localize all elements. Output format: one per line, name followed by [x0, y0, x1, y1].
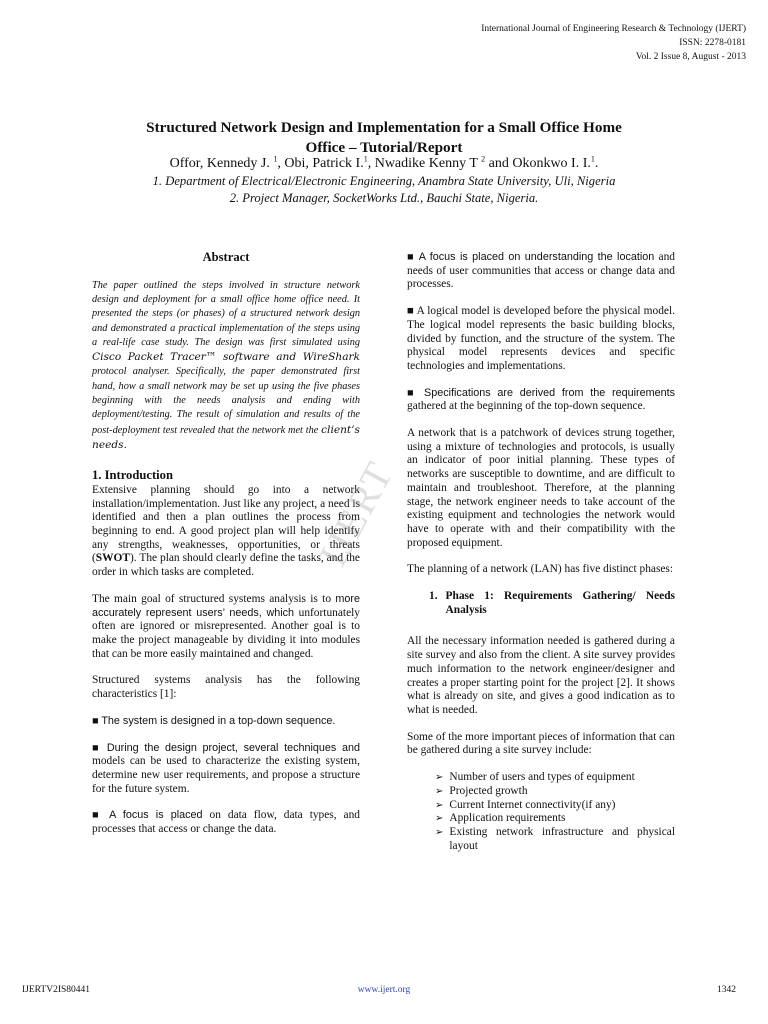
abstract-software-names: Cisco Packet Tracer™ software and WireShark	[92, 351, 360, 364]
phase-1-number: 1.	[429, 590, 438, 603]
characteristic-6-lead: ■ Specifications are derived from the requirements	[407, 386, 675, 399]
list-item: ➢ Projected growth	[435, 784, 528, 797]
journal-name: International Journal of Engineering Research & Technology (IJERT)	[481, 24, 746, 34]
phase-1-heading	[407, 590, 675, 617]
characteristic-4-lead: ■ A focus is placed on understanding the location	[407, 251, 655, 263]
abstract-text	[92, 279, 360, 454]
patchwork-paragraph: A network that is a patchwork of devices strung together, using a mixture of technologies and protocols, is usually an indicator of poor initial planning. These types of networks are susceptible to downtime, and are difficult to maintain and troubleshoot. Therefore, at the planning stage, the network engineer needs to take account of the existing equipment and technologies the network would have to operate with and their compatibility with the proposed equipment.	[407, 427, 675, 549]
page-number: 1342	[717, 985, 736, 995]
list-item: ➢ Current Internet connectivity(if any)	[435, 798, 616, 811]
list-item: ➢ Number of users and types of equipment	[435, 771, 635, 784]
left-column	[92, 251, 360, 850]
paper-title	[40, 118, 728, 158]
phase-1-label: Phase 1: Requirements Gathering/ Needs Analysis	[445, 590, 675, 616]
author-list: Offor, Kennedy J. $^1$, Obi, Patrick I.$^1$, Nwadike Kenny T $^2$ and Okonkwo I. I.$^1$.	[169, 154, 599, 171]
characteristic-2	[92, 742, 360, 797]
intro-paragraph-2	[92, 593, 360, 662]
watermark: IJERT	[309, 453, 403, 574]
author-3: Nwadike Kenny T	[374, 156, 478, 171]
characteristic-6	[407, 387, 675, 414]
characteristic-1: ■ The system is designed in a top-down sequence.	[92, 714, 336, 727]
author-3-affiliation: 2	[481, 154, 486, 164]
site-survey-list	[407, 771, 675, 853]
author-1: Offor, Kennedy J.	[169, 156, 270, 171]
intro-p2-part-b: unfortunately often are ignored or misrepresented. Another goal is to make the project manageable by dividing it into modules that can be more easily maintained and changed.	[92, 606, 360, 660]
author-4-affiliation: 1	[590, 154, 595, 164]
characteristic-6-rest: gathered at the beginning of the top-down sequence.	[407, 400, 646, 413]
info-paragraph: All the necessary information needed is gathered during a site survey and also from the client. A site survey provides much information to the network engineer/designer and creates a proper starting point for the project [2]. It shows what is already on site, and gives a good indication as to what is needed.	[407, 635, 675, 716]
abstract-part-3: client’s needs.	[92, 423, 360, 451]
title-line-1: Structured Network Design and Implementation for a Small Office Home	[146, 119, 622, 136]
author-2: Obi, Patrick I.	[284, 156, 364, 171]
characteristic-3-rest: on data flow, data types, and processes that access or change the data.	[92, 809, 360, 836]
intro-p2-part-a: The main goal of structured systems analysis is to	[92, 592, 332, 605]
arrow-bullet-icon: ➢	[435, 799, 444, 811]
abstract-part-2: protocol analyser. Specifically, the paper demonstrated first hand, how a small network may be set up using the five phases beginning with the needs analysis and ending with deployment/testing. The result of simulation and results of the post-deployment test revealed that the network met the	[92, 366, 360, 436]
abstract-part-1: The paper outlined the steps involved in structure network design and deployment for a small office home office need. It presented the steps (or phases) of a structured network design and demonstrated a practical implementation of the steps using a real-life case study. The design was first simulated using	[92, 279, 360, 348]
author-1-affiliation: 1	[273, 154, 278, 164]
characteristic-2-rest: models can be used to characterize the existing system, determine new user requirements, and propose a structure for the future system.	[92, 755, 360, 795]
arrow-bullet-icon: ➢	[435, 772, 444, 784]
intro-p1-part-a: Extensive planning should go into a network installation/implementation. Just like any project, a need is identified and then a plan outlines the process from beginning to end. A good project plan will help identify any strengths, weaknesses, opportunities, or threats (	[92, 483, 360, 565]
title-line-2: Office – Tutorial/Report	[305, 139, 463, 156]
list-item: ➢ Application requirements	[435, 812, 566, 825]
phases-paragraph: The planning of a network (LAN) has five distinct phases:	[407, 563, 674, 576]
affiliation-1: 1. Department of Electrical/Electronic Engineering, Anambra State University, Uli, Nigeria	[152, 174, 616, 188]
author-2-affiliation: 1	[363, 154, 368, 164]
intro-paragraph-3: Structured systems analysis has the following characteristics [1]:	[92, 674, 360, 701]
section-heading-introduction: 1. Introduction	[92, 468, 173, 483]
characteristic-5: ■ A logical model is developed before the physical model. The logical model represents the basic building blocks, divided by function, and the structure of the system. The physical model represents devices and specific technologies and implementations.	[407, 305, 675, 372]
right-column	[407, 251, 675, 853]
affiliation-2: 2. Project Manager, SocketWorks Ltd., Bauchi State, Nigeria.	[229, 191, 539, 205]
site-survey-paragraph: Some of the more important pieces of information that can be gathered during a site survey include:	[407, 730, 675, 757]
arrow-bullet-icon: ➢	[435, 785, 444, 797]
author-4: and Okonkwo I. I.	[488, 156, 591, 171]
volume-issue: Vol. 2 Issue 8, August - 2013	[635, 52, 746, 62]
journal-website-link[interactable]: www.ijert.org	[357, 985, 411, 995]
intro-p1-part-b: ). The plan should clearly define the tasks, and the order in which tasks are completed.	[92, 552, 360, 579]
intro-paragraph-1	[92, 484, 360, 580]
arrow-bullet-icon: ➢	[435, 813, 444, 825]
characteristic-4-rest: and needs of user communities that access or change data and processes.	[407, 251, 675, 291]
intro-p2-emphasis: more accurately represent users’ needs, which	[92, 592, 360, 619]
issn: ISSN: 2278-0181	[679, 38, 746, 48]
arrow-bullet-icon: ➢	[435, 826, 444, 838]
journal-header	[481, 22, 746, 64]
swot-term: SWOT	[95, 552, 130, 565]
characteristic-3	[92, 809, 360, 836]
characteristic-3-lead: ■ A focus is placed	[92, 809, 203, 822]
list-item: ➢ Existing network infrastructure and physical layout	[435, 825, 675, 852]
abstract-heading: Abstract	[202, 250, 250, 264]
paper-id: IJERTV2IS80441	[22, 985, 91, 995]
characteristic-2-lead: ■ During the design project, several techniques and	[92, 741, 360, 754]
characteristic-4	[407, 251, 675, 292]
